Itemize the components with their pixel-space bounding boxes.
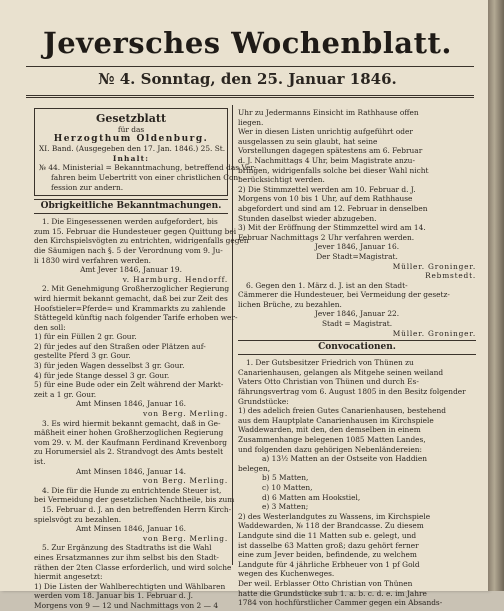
- text-line: Zusammenhange belegenen 1085 Matten Landes,: [238, 435, 426, 444]
- text-line: Müller. Groninger.: [392, 261, 476, 271]
- text-line: b) 5 Matten,: [262, 473, 309, 483]
- inhalt-line: fession zur andern.: [51, 182, 124, 192]
- text-line: lichen Brüche, zu bezahlen.: [238, 299, 342, 309]
- text-line: hiermit angesetzt:: [34, 572, 103, 582]
- text-line: 3) Mit der Eröffnung der Stimmzettel wird am 14.: [238, 223, 426, 233]
- text-line: ist dasselbe 63 Matten groß; dazu gehört ferner: [238, 540, 419, 550]
- text-line: Cämmerer die Hundesteuer, bei Vermeidung der gesetz-: [238, 290, 450, 300]
- text-line: 2. Mit Genehmigung Großherzoglicher Regierung: [42, 284, 230, 294]
- text-line: Amt Minsen 1846, Januar 16.: [75, 524, 187, 534]
- text-line: Rebmstedt.: [425, 271, 476, 281]
- text-line: Waddewarden, № 118 der Brandcasse. Zu diesem: [238, 521, 424, 531]
- section-head-obrigkeitliche: Obrigkeitliche Bekanntmachungen.: [34, 199, 228, 214]
- text-line: 15. Februar d. J. an den betreffenden Herrn Kirch-: [42, 504, 232, 514]
- text-line: li 1830 wird verfahren werden.: [34, 255, 151, 265]
- text-line: 3) für jeden Wagen desselbst 3 gr. Gour.: [34, 361, 185, 371]
- text-line: gestellte Pferd 3 gr. Gour.: [34, 351, 131, 361]
- text-line: Stättegeld künftig nach folgender Tarife erhoben wer-: [34, 313, 238, 323]
- text-line: 1) des adelich freien Gutes Canarienhausen, bestehend: [238, 406, 446, 416]
- text-line: Jever 1846, Januar 16.: [314, 242, 400, 252]
- text-line: 1784 von hochfürstlicher Cammer gegen ein Absands-: [238, 598, 443, 608]
- text-line: eine zum Jever beiden, befindende, zu welchem: [238, 550, 417, 560]
- text-line: d. J. Nachmittags 4 Uhr, beim Magistrate anzu-: [238, 155, 415, 165]
- gesetzblatt-territory: Herzogthum Oldenburg.: [53, 133, 209, 144]
- book-spine: [488, 0, 504, 591]
- inhalt-line: № 44. Ministerial = Bekanntmachung, betreffend das Ver-: [39, 163, 257, 173]
- text-line: 2) für jedes auf den Straßen oder Plätzen auf-: [34, 341, 206, 351]
- right-column: [238, 108, 476, 608]
- text-line: den Kirchspielsvögten zu entrichten, widrigenfalls gegen: [34, 236, 249, 246]
- text-line: wird hiermit bekannt gemacht, daß bei zur Zeit des: [34, 293, 228, 303]
- text-line: fährungsvertrag vom 6. August 1805 in den Besitz folgender: [238, 387, 466, 397]
- text-line: Amt Minsen 1846, Januar 16.: [75, 399, 187, 409]
- left-text-lines: [34, 217, 249, 610]
- masthead: Jeversches Wochenblatt.: [43, 26, 452, 60]
- gesetzblatt-inhalt: Inhalt:: [112, 153, 150, 163]
- text-line: bringen, widrigenfalls solche bei dieser Wahl nicht: [238, 165, 429, 175]
- text-line: Amt Jever 1846, Januar 19.: [80, 265, 182, 275]
- text-line: Der weil. Erblasser Otto Christian von Thünen: [238, 578, 413, 588]
- text-line: von Berg. Merling.: [143, 409, 228, 419]
- text-line: 6. Gegen den 1. März d. J. ist an den Stadt-: [246, 280, 408, 290]
- text-line: liegen.: [238, 117, 264, 127]
- dateline-rule: [26, 95, 474, 96]
- text-line: Uhr zu Jedermanns Einsicht im Rathhause offen: [238, 108, 419, 117]
- text-line: a) 13½ Matten an der Ostseite von Haddien: [262, 454, 428, 464]
- text-line: Canarienhausen, gelangen als Mitgehe seinen weiland: [238, 367, 444, 377]
- text-line: e) 3 Matten;: [262, 502, 309, 512]
- text-line: eines Ersatzmannes zur ihm selbst bis den Stadt-: [34, 552, 219, 562]
- text-line: vom 29. v. M. der Kaufmann Ferdinand Krevenborg: [34, 437, 227, 447]
- text-line: aus dem Hauptplate Canarienhausen im Kirchspiele: [238, 415, 434, 425]
- text-line: Wer in diesen Listen unrichtig aufgeführt oder: [238, 127, 413, 137]
- text-line: 1. Die Eingesessenen werden aufgefordert, bis: [42, 217, 218, 227]
- text-line: Februar Nachmittags 2 Uhr verfahren werden.: [238, 232, 415, 242]
- right-text-lines: [238, 108, 476, 338]
- text-line: 3. Es wird hiermit bekannt gemacht, daß in Ge-: [42, 418, 221, 428]
- text-line: bei Vermeidung der gesetzlichen Nachtheile, bis zum: [34, 495, 235, 505]
- text-line: zu Horumersiel als 2. Strandvogt des Amts bestelt: [34, 447, 224, 457]
- text-line: v. Harmburg. Hendorff.: [122, 274, 228, 284]
- gesetzblatt-sub: für das: [117, 125, 145, 134]
- text-line: 4. Die für die Hunde zu entrichtende Steuer ist,: [42, 485, 222, 495]
- text-line: Landgute sind die 11 Matten sub e. gelegt, und: [238, 530, 417, 540]
- text-line: 1. Der Gutsbesitzer Friedrich von Thünen zu: [246, 358, 414, 368]
- right-text-lines-2: [238, 358, 476, 607]
- text-line: von Berg. Merling.: [143, 476, 228, 486]
- text-line: 1) Die Listen der Wahlberechtigten und Wählbaren: [34, 581, 226, 591]
- text-line: die Säumigen nach §. 5 der Verordnung vom 9. Ju-: [34, 245, 223, 255]
- text-line: d) 6 Matten am Hookstiel,: [262, 492, 361, 502]
- gesetzblatt-title: Gesetzblatt: [95, 112, 167, 125]
- text-line: werden vom 18. Januar bis 1. Februar d. J.: [34, 591, 193, 601]
- text-line: 4) für jede Stange dessel 3 gr. Gour.: [34, 370, 170, 380]
- text-line: den soll:: [34, 322, 66, 332]
- text-line: Der Stadt=Magistrat.: [316, 251, 398, 261]
- text-line: ausgelassen zu sein glaubt, hat seine: [238, 136, 378, 146]
- text-line: 1) für ein Füllen 2 gr. Gour.: [34, 332, 137, 342]
- text-line: 5) für eine Bude oder ein Zelt während der Markt-: [34, 380, 224, 390]
- text-line: mäßheit einer hohen Großherzoglichen Regierung: [34, 428, 224, 438]
- masthead-rule: [26, 66, 474, 67]
- text-line: Vaters Otto Christian von Thünen und durch Es-: [238, 377, 419, 387]
- text-line: berücksichtigt werden.: [238, 175, 325, 185]
- dateline: № 4. Sonntag, den 25. Januar 1846.: [98, 70, 397, 88]
- text-line: Hoofstieler=Pferde= und Krammarkts zu zahlende: [34, 303, 226, 313]
- text-line: spielsvögt zu bezahlen.: [34, 514, 122, 524]
- section-head-convocationen: Convocationen.: [238, 340, 476, 355]
- text-line: Vorstellungen dagegen spätestens am 6. Februar: [238, 146, 423, 156]
- text-line: 5. Zur Ergänzung des Stadtraths ist die Wahl: [42, 543, 212, 553]
- text-line: Grundstücke:: [238, 396, 289, 406]
- text-line: 2) Die Stimmzettel werden am 10. Februar d. J.: [238, 184, 416, 194]
- text-line: abgefordert und sind am 12. Februar in denselben: [238, 203, 428, 213]
- text-line: belegen,: [238, 463, 271, 473]
- text-line: c) 10 Matten,: [262, 482, 313, 492]
- text-line: Jever 1846, Januar 22.: [314, 309, 400, 319]
- text-line: und folgenden dazu gehörigen Nebenländereien:: [238, 444, 423, 454]
- text-line: wegen des Kuchenweges.: [238, 569, 335, 579]
- text-line: zeit a 1 gr. Gour.: [34, 389, 97, 399]
- text-line: Müller. Groninger.: [392, 328, 476, 338]
- text-line: von Berg. Merling.: [143, 533, 228, 543]
- text-line: räthen der 2ten Classe erforderlich, und wird solche: [34, 562, 232, 572]
- text-line: Landgute für 4 jährliche Erbheuer von 1 pf Gold: [238, 559, 420, 569]
- text-line: hatte die Grundstücke sub 1. a. b. c. d. e. im Jahre: [238, 588, 427, 598]
- dateline-rule-double: [26, 97, 474, 98]
- gesetzblatt-band: XI. Band. (Ausgegeben den 17. Jan. 1846.) 25. St.: [39, 144, 226, 154]
- inhalt-line: fahren beim Uebertritt von einer christlichen Con-: [51, 172, 241, 182]
- text-line: 2) des Westerlandgutes zu Wassens, im Kirchspiele: [238, 511, 431, 521]
- text-line: Morgens von 10 bis 1 Uhr, auf dem Rathhause: [238, 194, 413, 204]
- text-line: Amt Minsen 1846, Januar 14.: [75, 466, 187, 476]
- text-line: Morgens von 9 — 12 und Nachmittags von 2 — 4: [34, 600, 219, 610]
- text-line: zum 15. Februar die Hundesteuer gegen Quittung bei: [34, 226, 237, 236]
- text-line: Waddewarden, mit den, den demselben in einem: [238, 425, 421, 435]
- text-line: Stunden daselbst wieder abzugeben.: [238, 213, 377, 223]
- text-line: Stadt = Magistrat.: [321, 319, 393, 329]
- text-line: ist.: [34, 457, 46, 466]
